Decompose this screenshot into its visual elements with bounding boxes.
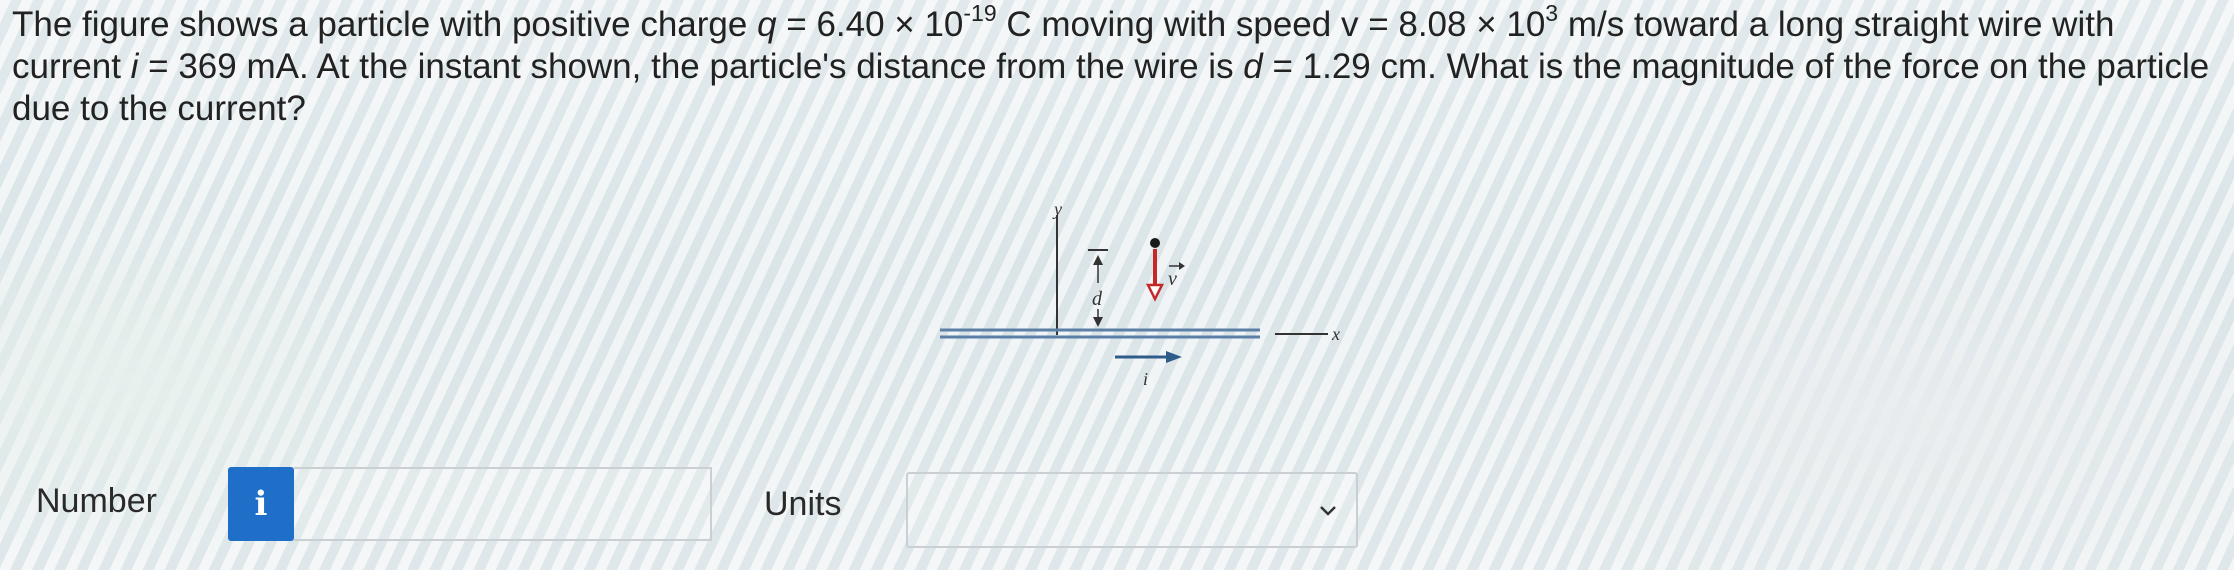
d-arrow-down [1093,317,1103,327]
y-axis-label: y [1054,199,1062,219]
units-label: Units [764,485,842,523]
distance-variable: d [1243,47,1263,86]
question-text [12,0,2222,130]
current-variable: i [130,47,139,86]
info-icon[interactable]: i [228,467,294,541]
question-part: = 6.40 × 10 [776,5,964,44]
question-part: = 1.29 cm. What is the magnitude of the force on the particle due to the current? [12,47,2210,128]
question-part: The figure shows a particle with positive charge [12,5,758,44]
chevron-down-icon [1316,498,1340,522]
charge-variable: q [757,5,777,44]
figure-svg [930,195,1360,415]
d-label: d [1092,288,1102,310]
charge-exponent: -19 [963,0,997,27]
units-select[interactable] [906,472,1358,548]
current-arrow-head [1166,351,1182,363]
velocity-arrow-head [1148,285,1162,299]
speed-exponent: 3 [1545,0,1559,27]
wire-particle-figure [930,195,1360,415]
x-axis-label: x [1332,324,1340,344]
question-part: C moving with speed v = 8.08 × 10 [996,5,1546,44]
charged-particle [1150,238,1160,248]
velocity-label: v [1168,268,1177,290]
velocity-vector-bar-head [1179,262,1185,270]
number-input[interactable] [294,467,712,541]
question-part: m/s toward a long straight wire with current [12,5,2115,86]
current-label: i [1143,369,1149,389]
question-part: = 369 mA. At the instant shown, the particle's distance from the wire is [138,47,1244,86]
number-label: Number [36,482,157,520]
